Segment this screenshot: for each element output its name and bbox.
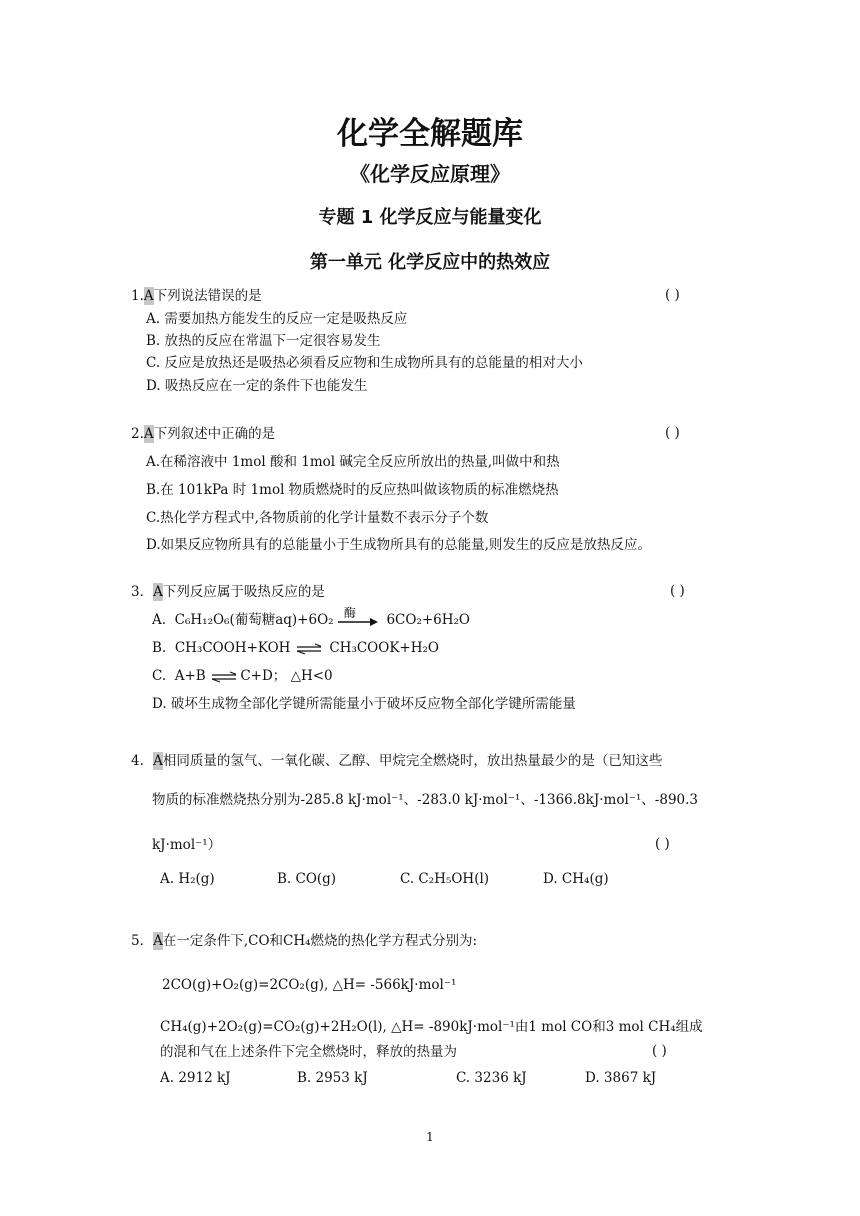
enzyme-label: 酶 bbox=[343, 605, 356, 620]
question-tag: A bbox=[143, 426, 154, 442]
answer-paren: ( ) bbox=[665, 425, 680, 441]
question-3-stem: 3．A下列反应属于吸热反应的是 bbox=[131, 584, 325, 600]
q4-option-c: C. C₂H₅OH(l) bbox=[400, 871, 490, 887]
right-arrow-icon bbox=[338, 612, 378, 630]
q4-option-a: A. H₂(g) bbox=[160, 871, 215, 887]
question-2-stem: 2.A下列叙述中正确的是 bbox=[131, 426, 276, 442]
q5-option-d: D. 3867 kJ bbox=[585, 1070, 657, 1086]
topic-heading: 专题 1 化学反应与能量变化 bbox=[318, 207, 542, 228]
question-5-stem: 5．A在一定条件下,CO和CH₄燃烧的热化学方程式分别为: bbox=[131, 933, 478, 949]
equilibrium-arrow-icon bbox=[295, 643, 321, 655]
q3-option-d: D. 破坏生成物全部化学键所需能量小于破坏反应物全部化学键所需能量 bbox=[152, 696, 576, 712]
question-4-line2: 物质的标准燃烧热分别为-285.8 kJ·mol⁻¹、-283.0 kJ·mol⁻¹、-1366.8kJ·mol⁻¹、-890.3 bbox=[152, 792, 699, 808]
question-5-line3: 的混和气在上述条件下完全燃烧时，释放的热量为 bbox=[160, 1044, 457, 1060]
question-tag: A bbox=[143, 288, 154, 304]
unit-heading: 第一单元 化学反应中的热效应 bbox=[309, 252, 551, 273]
q2-option-c: C.热化学方程式中,各物质前的化学计量数不表示分子个数 bbox=[146, 510, 489, 526]
answer-paren: ( ) bbox=[670, 583, 685, 599]
q2-option-d: D.如果反应物所具有的总能量小于生成物所具有的总能量,则发生的反应是放热反应。 bbox=[146, 537, 651, 553]
doc-subtitle: 《化学反应原理》 bbox=[350, 162, 510, 186]
q1-option-b: B. 放热的反应在常温下一定很容易发生 bbox=[146, 333, 381, 349]
answer-paren: ( ) bbox=[665, 287, 680, 303]
question-4-line3: kJ·mol⁻¹） bbox=[152, 837, 222, 853]
q2-option-a: A.在稀溶液中 1mol 酸和 1mol 碱完全反应所放出的热量,叫做中和热 bbox=[146, 454, 560, 470]
answer-paren: ( ) bbox=[652, 1043, 667, 1059]
question-4-stem: 4．A相同质量的氢气、一氧化碳、乙醇、甲烷完全燃烧时，放出热量最少的是（已知这些 bbox=[131, 753, 663, 769]
answer-paren: ( ) bbox=[655, 836, 670, 852]
q1-option-c: C. 反应是放热还是吸热必须看反应物和生成物所具有的总能量的相对大小 bbox=[146, 355, 583, 371]
q2-option-b: B.在 101kPa 时 1mol 物质燃烧时的反应热叫做该物质的标准燃烧热 bbox=[146, 482, 559, 498]
q3-option-b: B. CH₃COOH+KOH CH₃COOK+H₂O bbox=[152, 640, 439, 656]
q1-option-a: A. 需要加热方能发生的反应一定是吸热反应 bbox=[146, 311, 408, 327]
question-tag: A bbox=[153, 933, 163, 949]
q1-option-d: D. 吸热反应在一定的条件下也能发生 bbox=[146, 378, 368, 394]
question-tag: A bbox=[153, 753, 163, 769]
enzyme-arrow bbox=[338, 605, 378, 630]
question-1-stem: 1.A下列说法错误的是 bbox=[131, 288, 262, 304]
doc-title: 化学全解题库 bbox=[337, 116, 523, 152]
q4-option-d: D. CH₄(g) bbox=[543, 871, 609, 887]
equilibrium-arrow-icon bbox=[210, 671, 236, 683]
question-tag: A bbox=[153, 584, 163, 600]
q5-option-a: A. 2912 kJ bbox=[160, 1070, 231, 1086]
q3-option-a: A. C₆H₁₂O₆(葡萄糖aq)+6O₂ 酶 6CO₂+6H₂O bbox=[152, 605, 471, 628]
q5-equation-1: 2CO(g)+O₂(g)=2CO₂(g), △H= -566kJ·mol⁻¹ bbox=[162, 977, 457, 993]
q5-equation-2: CH₄(g)+2O₂(g)=CO₂(g)+2H₂O(l), △H= -890kJ·mol⁻¹由1 mol CO和3 mol CH₄组成 bbox=[160, 1019, 703, 1035]
q4-option-b: B. CO(g) bbox=[277, 871, 337, 887]
q5-option-b: B. 2953 kJ bbox=[297, 1070, 368, 1086]
page-number: 1 bbox=[426, 1130, 434, 1144]
q5-option-c: C. 3236 kJ bbox=[456, 1070, 527, 1086]
q3-option-c: C. A+B C+D； △H<0 bbox=[152, 668, 333, 684]
